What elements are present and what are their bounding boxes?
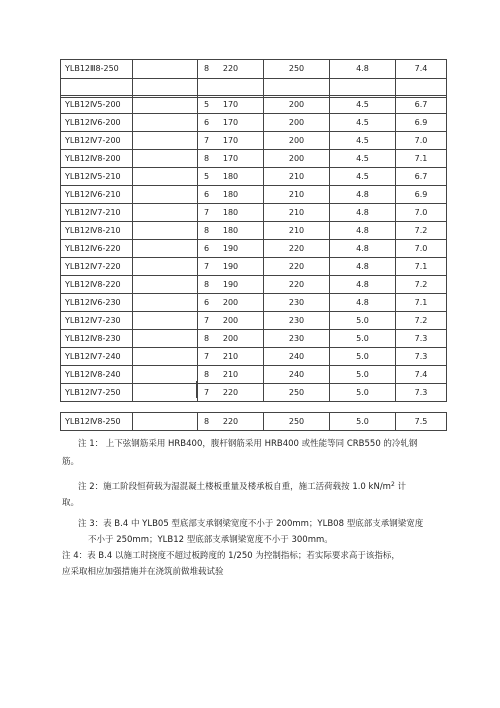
table-cell: 5.0 <box>330 413 396 431</box>
table-cell: 240 <box>264 348 330 366</box>
note-2-text: 注 2：施工阶段恒荷载为湿混凝土楼板重量及楼承板自重，施工活荷载按 1.0 kN/m <box>78 482 391 492</box>
table-row <box>61 150 447 168</box>
table-cell: 190 <box>198 276 264 294</box>
table-cell: 4.8 <box>330 186 396 204</box>
table-cell: 170 <box>198 114 264 132</box>
table-cell: 7.3 <box>396 348 447 366</box>
table-cell: 220 <box>264 258 330 276</box>
table-cell: 210 <box>264 222 330 240</box>
table-cell: 8 <box>133 330 198 348</box>
table-cell: 230 <box>264 312 330 330</box>
table-row <box>61 204 447 222</box>
table-cell: 190 <box>198 258 264 276</box>
table-cell: 8 <box>133 366 198 384</box>
table-cell: YLB12Ⅳ7-220 <box>61 258 133 276</box>
table-cell: 7.4 <box>396 366 447 384</box>
table-cell: 200 <box>198 294 264 312</box>
table-cell: 5.0 <box>330 312 396 330</box>
table-cell: 7.2 <box>396 276 447 294</box>
table-cell: 7 <box>133 204 198 222</box>
table-cell: 7.0 <box>396 204 447 222</box>
note-2-line-2: 取。 <box>62 498 80 508</box>
table-row <box>61 258 447 276</box>
note-4-line-2: 应采取相应加强措施并在浇筑前做堆载试验 <box>62 567 224 577</box>
table-cell: 200 <box>264 96 330 114</box>
table-cell: 5.0 <box>330 348 396 366</box>
table-cell: 210 <box>198 348 264 366</box>
table-cell: YLB12Ⅳ7-210 <box>61 204 133 222</box>
table-cell: 170 <box>198 132 264 150</box>
table-cell: 7.4 <box>396 60 447 79</box>
table-cell: 8 <box>133 413 198 431</box>
table-cell: 5 <box>133 168 198 186</box>
table-cell: 7.1 <box>396 258 447 276</box>
table-cell: 7 <box>133 132 198 150</box>
table-cell: 4.8 <box>330 294 396 312</box>
table-cell: 4.8 <box>330 240 396 258</box>
table-cell: 6.7 <box>396 168 447 186</box>
table-cell: 7.1 <box>396 150 447 168</box>
table-cell: 7.2 <box>396 222 447 240</box>
table-cell: YLB12Ⅳ6-200 <box>61 114 133 132</box>
table-cell: 4.5 <box>330 96 396 114</box>
spec-table-top <box>60 59 447 98</box>
note-1-line-2: 筋。 <box>62 457 80 467</box>
table-cell: YLB12Ⅳ8-230 <box>61 330 133 348</box>
table-row <box>61 132 447 150</box>
table-cell: 7.5 <box>396 413 447 431</box>
note-2-superscript: 2 <box>390 481 395 488</box>
table-row <box>61 222 447 240</box>
table-cell: 7 <box>133 348 198 366</box>
note-3-line-2: 不小于 250mm；YLB12 型底部支承钢梁宽度不小于 300mm。 <box>88 535 333 545</box>
table-cell: 6 <box>133 186 198 204</box>
table-cell: 7.0 <box>396 240 447 258</box>
table-cell: 7.3 <box>396 330 447 348</box>
table-cell: 170 <box>198 96 264 114</box>
note-2-line-1 <box>78 482 406 492</box>
table-cell: 230 <box>264 294 330 312</box>
table-cell: YLB12Ⅳ8-200 <box>61 150 133 168</box>
table-cell: 200 <box>198 330 264 348</box>
table-cell: 5 <box>133 96 198 114</box>
table-cell: 5.0 <box>330 330 396 348</box>
table-row <box>61 240 447 258</box>
table-cell: YLB12Ⅳ5-200 <box>61 96 133 114</box>
table-cell: 6.7 <box>396 96 447 114</box>
table-row <box>61 348 447 366</box>
table-cell: 210 <box>264 186 330 204</box>
table-row <box>61 96 447 114</box>
spec-table-bottom <box>60 412 447 431</box>
table-row <box>61 384 447 402</box>
table-cell: 200 <box>198 312 264 330</box>
table-row <box>61 366 447 384</box>
table-cell: 180 <box>198 186 264 204</box>
table-cell: 220 <box>198 413 264 431</box>
table-cell: 7 <box>133 384 198 402</box>
table-cell: 6.9 <box>396 186 447 204</box>
table-cell: 250 <box>264 384 330 402</box>
table-cell: 7 <box>133 258 198 276</box>
table-cell: 220 <box>264 276 330 294</box>
table-cell: 8 <box>133 222 198 240</box>
table-cell: 8 <box>133 150 198 168</box>
table-cell: YLB12Ⅲ8-250 <box>61 60 133 79</box>
table-cell: 5.0 <box>330 366 396 384</box>
table-column-divider <box>196 381 197 398</box>
note-4-line-1: 注 4：表 B.4 以施工时挠度不超过板跨度的 1/250 为控制指标；若实际要求高于该指标， <box>62 551 400 561</box>
table-row <box>61 413 447 431</box>
table-cell: YLB12Ⅳ7-240 <box>61 348 133 366</box>
table-cell: 4.5 <box>330 150 396 168</box>
table-cell: YLB12Ⅳ7-230 <box>61 312 133 330</box>
table-row <box>61 186 447 204</box>
table-cell: YLB12Ⅳ5-210 <box>61 168 133 186</box>
table-cell: YLB12Ⅳ8-250 <box>61 413 133 431</box>
table-cell: 210 <box>264 168 330 186</box>
table-cell: 170 <box>198 150 264 168</box>
table-row <box>61 330 447 348</box>
table-cell: 7.2 <box>396 312 447 330</box>
table-cell: 200 <box>264 150 330 168</box>
table-cell: 220 <box>264 240 330 258</box>
table-cell: 6 <box>133 240 198 258</box>
table-cell: 7.0 <box>396 132 447 150</box>
table-row <box>61 276 447 294</box>
table-cell: 240 <box>264 366 330 384</box>
table-cell: 250 <box>264 413 330 431</box>
table-cell: 180 <box>198 204 264 222</box>
table-row <box>61 168 447 186</box>
table-cell: YLB12Ⅳ7-200 <box>61 132 133 150</box>
table-row <box>61 312 447 330</box>
table-cell: YLB12Ⅳ8-220 <box>61 276 133 294</box>
table-cell: 7.1 <box>396 294 447 312</box>
table-cell: 7.3 <box>396 384 447 402</box>
table-cell: 8 <box>133 60 198 79</box>
table-cell: 5.0 <box>330 384 396 402</box>
table-cell: YLB12Ⅳ6-210 <box>61 186 133 204</box>
table-cell: 200 <box>264 114 330 132</box>
note-2-text-end: 计 <box>394 482 406 492</box>
table-cell: 6.9 <box>396 114 447 132</box>
table-cell: 4.5 <box>330 114 396 132</box>
table-cell: 220 <box>198 60 264 79</box>
table-cell: 8 <box>133 276 198 294</box>
table-cell: YLB12Ⅳ8-210 <box>61 222 133 240</box>
table-cell: 4.5 <box>330 132 396 150</box>
table-row <box>61 60 447 79</box>
table-cell: 230 <box>264 330 330 348</box>
note-3-line-1: 注 3：表 B.4 中 YLB05 型底部支承钢梁宽度不小于 200mm；YLB08 型底部支承钢梁宽度 <box>78 519 424 529</box>
table-cell: 190 <box>198 240 264 258</box>
table-cell: YLB12Ⅳ8-240 <box>61 366 133 384</box>
table-cell: 4.8 <box>330 204 396 222</box>
table-cell: 180 <box>198 168 264 186</box>
table-cell: 4.8 <box>330 276 396 294</box>
table-cell: 4.8 <box>330 258 396 276</box>
table-cell: 250 <box>264 60 330 79</box>
table-cell: 220 <box>198 384 264 402</box>
table-cell: 180 <box>198 222 264 240</box>
note-1-line-1: 注 1： 上下弦钢筋采用 HRB400，腹杆钢筋采用 HRB400 或性能等同 CRB550 的冷轧钢 <box>78 439 418 449</box>
table-row <box>61 114 447 132</box>
table-row <box>61 294 447 312</box>
table-cell: 200 <box>264 132 330 150</box>
table-cell: 4.8 <box>330 222 396 240</box>
table-cell: 6 <box>133 114 198 132</box>
table-cell: 4.8 <box>330 60 396 79</box>
table-cell: 6 <box>133 294 198 312</box>
table-cell: 210 <box>264 204 330 222</box>
table-cell: YLB12Ⅳ7-250 <box>61 384 133 402</box>
table-cell: YLB12Ⅳ6-230 <box>61 294 133 312</box>
table-cell: YLB12Ⅳ6-220 <box>61 240 133 258</box>
spec-table-main <box>60 95 447 402</box>
table-cell: 7 <box>133 312 198 330</box>
table-cell: 210 <box>198 366 264 384</box>
table-cell: 4.5 <box>330 168 396 186</box>
